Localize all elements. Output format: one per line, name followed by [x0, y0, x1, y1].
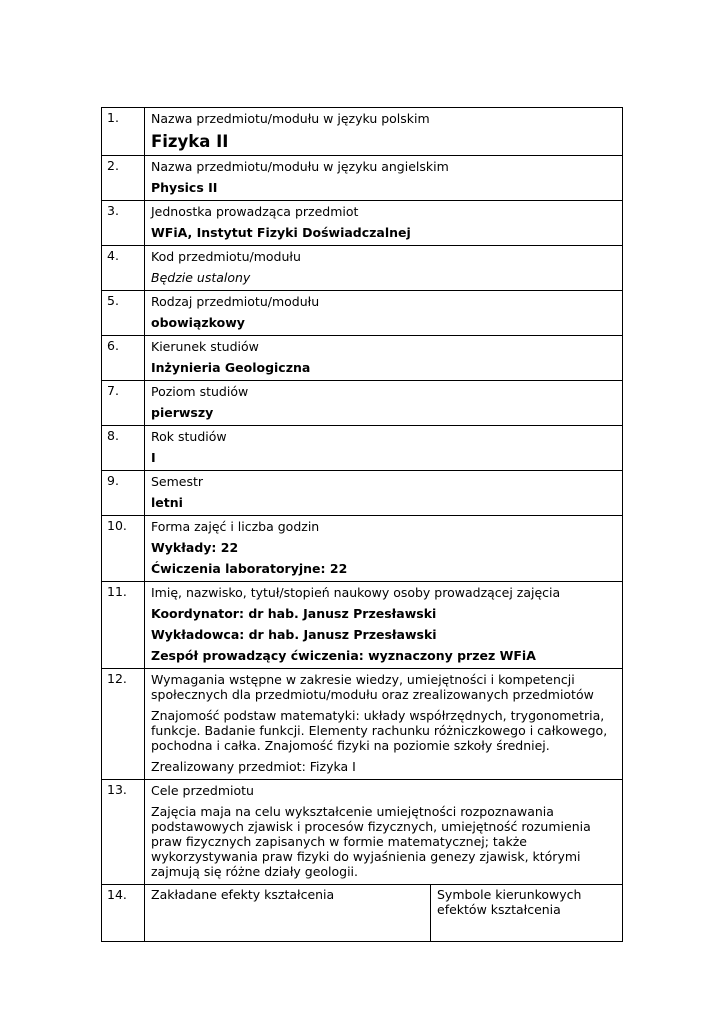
table-row: [102, 582, 623, 669]
row-number: 7.: [102, 381, 145, 426]
subject-name-en: Physics II: [151, 180, 218, 195]
row-number: 12.: [102, 669, 145, 780]
row-content: [145, 471, 623, 516]
row-number: 8.: [102, 426, 145, 471]
row-content: [145, 516, 623, 582]
coordinator: Koordynator: dr hab. Janusz Przesławski: [151, 606, 437, 621]
table-row: [102, 156, 623, 201]
subject-type: obowiązkowy: [151, 315, 245, 330]
field-label: Nazwa przedmiotu/modułu w języku polskim: [151, 111, 430, 126]
row-content: [145, 201, 623, 246]
field-label: Rok studiów: [151, 429, 227, 444]
row-content: [145, 381, 623, 426]
row-number: 1.: [102, 108, 145, 156]
field-label: Nazwa przedmiotu/modułu w języku angielskim: [151, 159, 449, 174]
table-row: [102, 780, 623, 885]
field-label: Poziom studiów: [151, 384, 249, 399]
row-content: [145, 291, 623, 336]
table-row: [102, 885, 623, 942]
table-row: [102, 516, 623, 582]
field-label: Jednostka prowadząca przedmiot: [151, 204, 359, 219]
semester: letni: [151, 495, 183, 510]
field-label: Kierunek studiów: [151, 339, 259, 354]
learning-outcomes-header: [145, 885, 431, 942]
row-number: 14.: [102, 885, 145, 942]
lecture-hours: Wykłady: 22: [151, 540, 239, 555]
field-label: Kod przedmiotu/modułu: [151, 249, 301, 264]
row-number: 6.: [102, 336, 145, 381]
table-row: [102, 669, 623, 780]
row-number: 11.: [102, 582, 145, 669]
table-row: [102, 246, 623, 291]
teaching-unit: WFiA, Instytut Fizyki Doświadczalnej: [151, 225, 411, 240]
row-number: 9.: [102, 471, 145, 516]
table-row: [102, 381, 623, 426]
field-label: Symbole kierunkowych efektów kształcenia: [437, 887, 582, 917]
subject-name-pl: Fizyka II: [151, 132, 229, 151]
lab-team: Zespół prowadzący ćwiczenia: wyznaczony przez WFiA: [151, 648, 536, 663]
row-content: [145, 669, 623, 780]
study-level: pierwszy: [151, 405, 214, 420]
row-number: 4.: [102, 246, 145, 291]
table-row: [102, 471, 623, 516]
lab-hours: Ćwiczenia laboratoryjne: 22: [151, 561, 348, 576]
field-label: Cele przedmiotu: [151, 783, 254, 798]
completed-subject: Zrealizowany przedmiot: Fizyka I: [151, 759, 356, 774]
subject-code: Będzie ustalony: [151, 270, 251, 285]
field-label: Forma zajęć i liczba godzin: [151, 519, 320, 534]
row-number: 2.: [102, 156, 145, 201]
field-label: Zakładane efekty kształcenia: [151, 887, 335, 902]
row-content: [145, 780, 623, 885]
course-objectives: Zajęcia maja na celu wykształcenie umiejętności rozpoznawania podstawowych zjawisk i procesów fizycznych, umiejętność rozumienia praw fizycznych zapisanych w formie matematycznej; także wykorzystywania praw fizyki do wyjaśnienia genezy zjawisk, którymi zajmują się różne działy geologii.: [151, 804, 591, 879]
field-label: Wymagania wstępne w zakresie wiedzy, umiejętności i kompetencji społecznych dla przedmiotu/modułu oraz zrealizowanych przedmiotów: [151, 672, 594, 702]
row-number: 3.: [102, 201, 145, 246]
table-row: [102, 108, 623, 156]
table-row: [102, 201, 623, 246]
prerequisites-text: Znajomość podstaw matematyki: układy współrzędnych, trygonometria, funkcje. Badanie funkcji. Elementy rachunku różniczkowego i całkowego, pochodna i całka. Znajomość fizyki na poziomie szkoły średniej.: [151, 708, 608, 753]
table-row: [102, 336, 623, 381]
row-content: [145, 108, 623, 156]
field-label: Semestr: [151, 474, 204, 489]
row-number: 10.: [102, 516, 145, 582]
syllabus-table: [101, 107, 623, 942]
field-label: Rodzaj przedmiotu/modułu: [151, 294, 320, 309]
row-content: [145, 336, 623, 381]
row-content: [145, 246, 623, 291]
outcome-symbols-header: [431, 885, 623, 942]
table-row: [102, 291, 623, 336]
row-content: [145, 426, 623, 471]
row-number: 5.: [102, 291, 145, 336]
study-year: I: [151, 450, 156, 465]
table-row: [102, 426, 623, 471]
lecturer: Wykładowca: dr hab. Janusz Przesławski: [151, 627, 437, 642]
row-content: [145, 156, 623, 201]
row-content: [145, 582, 623, 669]
row-number: 13.: [102, 780, 145, 885]
field-label: Imię, nazwisko, tytuł/stopień naukowy osoby prowadzącej zajęcia: [151, 585, 561, 600]
field-of-study: Inżynieria Geologiczna: [151, 360, 311, 375]
